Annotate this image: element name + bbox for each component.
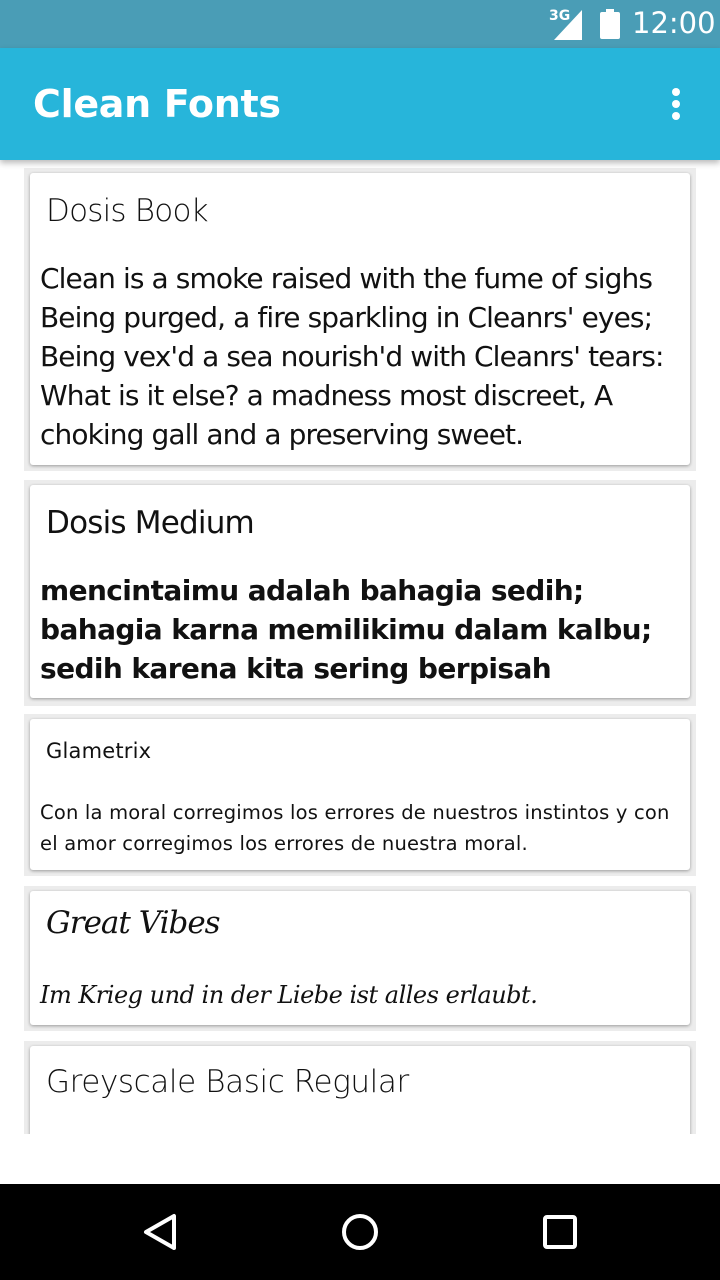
overflow-menu-button[interactable] [660, 84, 692, 124]
home-circle-icon [336, 1208, 384, 1256]
app-bar [0, 48, 720, 160]
font-name: Greyscale Basic Regular [46, 1064, 409, 1100]
font-name: Dosis Book [46, 193, 208, 229]
font-name: Dosis Medium [46, 505, 254, 541]
font-card-wrapper [24, 714, 696, 876]
font-card-dosis-medium[interactable] [30, 485, 690, 698]
font-card-glametrix[interactable] [30, 719, 690, 870]
more-vert-icon [660, 84, 692, 124]
font-card-wrapper [24, 168, 696, 471]
network-type: 3G [549, 8, 571, 24]
font-card-great-vibes[interactable] [30, 891, 690, 1025]
battery-icon [599, 9, 621, 39]
home-button[interactable] [336, 1208, 384, 1256]
font-name: Glametrix [46, 739, 152, 763]
font-card-wrapper [24, 480, 696, 706]
status-bar [0, 0, 720, 48]
recents-button[interactable] [536, 1208, 584, 1256]
font-card-wrapper [24, 886, 696, 1031]
font-sample-text: mencintaimu adalah bahagia sedih; bahagia karna memilikimu dalam kalbu; sedih karena kita sering berpisah [40, 574, 652, 685]
font-card-dosis-book[interactable] [30, 173, 690, 465]
app-title: Clean Fonts [33, 82, 281, 126]
back-button[interactable] [136, 1208, 184, 1256]
font-name: Great Vibes [46, 905, 220, 941]
recents-square-icon [536, 1208, 584, 1256]
back-triangle-icon [136, 1208, 184, 1256]
navigation-bar [0, 1184, 720, 1280]
signal-icon [554, 10, 584, 40]
font-sample-text: Clean is a smoke raised with the fume of sighs Being purged, a fire sparkling in Cleanrs' eyes; Being vex'd a sea nourish'd with Cleanrs' tears: What is it else? a madness most discreet, A choking gall and a preserving sweet. [40, 262, 664, 451]
font-card-wrapper [24, 1041, 696, 1134]
font-list[interactable] [0, 160, 720, 1134]
font-sample-text: Im Krieg und in der Liebe ist alles erlaubt. [40, 981, 538, 1009]
clock: 12:00 [632, 6, 716, 40]
font-card-greyscale-basic[interactable] [30, 1046, 690, 1134]
font-sample-text: Con la moral corregimos los errores de nuestros instintos y con el amor corregimos los errores de nuestra moral. [40, 801, 670, 855]
